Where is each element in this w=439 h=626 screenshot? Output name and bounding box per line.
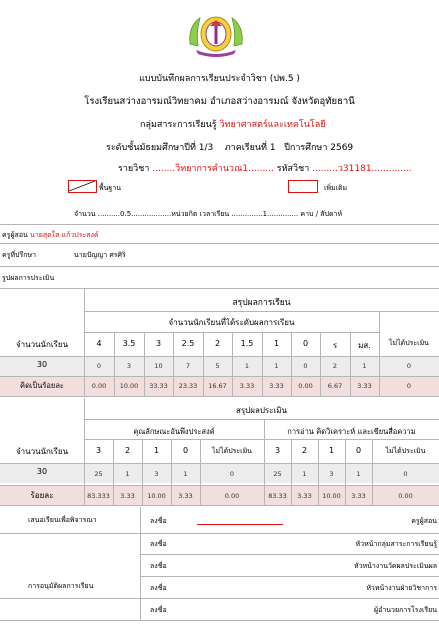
grade-header: 1 — [273, 339, 280, 348]
grid-line — [171, 439, 172, 505]
sign-label: ลงชื่อ — [150, 517, 167, 525]
trait-percent-cell: 3.33 — [120, 492, 135, 500]
approve-label: การอนุมัติผลการเรียน — [28, 582, 94, 590]
grade-percent-cell: 10.00 — [119, 382, 139, 390]
grade-percent-cell: 0.00 — [91, 382, 107, 390]
department-value: วิทยาศาสตร์และเทคโนโลยี — [219, 120, 326, 130]
grid-line — [318, 439, 319, 505]
grade-header: ร — [332, 341, 338, 350]
extra-checkbox[interactable] — [288, 180, 318, 193]
grade-count-cell: 0 — [406, 362, 412, 370]
grade-percent-cell: 23.33 — [178, 382, 198, 390]
code-label: รหัสวิชา — [276, 164, 310, 174]
reading-level-header: 1 — [328, 446, 335, 455]
grade-percent-cell: 33.33 — [149, 382, 168, 390]
reading-not-eval-header: ไม่ได้ประเมิน — [385, 447, 426, 455]
department-line — [140, 117, 326, 131]
signatory-role: ครูผู้สอน — [411, 517, 437, 525]
summary-label: รูปผลการประเมิน — [2, 274, 55, 282]
reading-level-header: 3 — [274, 446, 281, 455]
grade-count-cell: 3 — [126, 362, 132, 370]
grid-line — [144, 332, 145, 396]
grade-header: 4 — [96, 339, 102, 348]
grade-count-cell: 1 — [362, 362, 367, 370]
teacher-label: ครูผู้สอน — [2, 231, 28, 239]
grid-line — [345, 439, 346, 505]
grade-count-cell: 1 — [244, 362, 250, 370]
grid-line — [203, 332, 204, 396]
trait-level-header: 0 — [182, 446, 189, 455]
grade-percent-cell: 0.00 — [298, 382, 313, 390]
reading-count-cell: 1 — [356, 470, 361, 478]
subject-line — [118, 161, 412, 175]
grade-percent-cell: 6.67 — [327, 382, 343, 390]
grid-line — [200, 439, 201, 505]
subject-label: รายวิชา — [118, 164, 153, 174]
reading-count-cell: 25 — [273, 470, 282, 478]
grade-header: 2 — [214, 339, 221, 348]
grid-line — [320, 332, 321, 396]
grade-count-cell: 10 — [154, 362, 163, 370]
grid-line — [113, 439, 114, 505]
grade-header: 3 — [155, 339, 162, 348]
trait-percent-cell: 10.00 — [147, 492, 166, 500]
reading-level-header: 2 — [301, 446, 308, 455]
table1-count-label: 30 — [36, 360, 48, 369]
grade-count-cell: 0 — [96, 362, 102, 370]
level-line — [106, 140, 353, 154]
semester: ภาคเรียนที่ 1 — [224, 143, 276, 153]
table1-subtitle: จำนวนนักเรียนที่ได้ระดับผลการเรียน — [168, 318, 295, 327]
grid-line — [372, 439, 373, 505]
credit-line: จำนวน ..........0.5..................หน่วยกิต เวลาเรียน ..............1.............. คาบ / สัปดาห์ — [74, 210, 343, 218]
reading-percent-cell: 0.00 — [398, 492, 413, 500]
reading-percent-cell: 83.33 — [268, 492, 287, 500]
trait-level-header: 3 — [95, 446, 102, 455]
table2-row-head: จำนวนนักเรียน — [15, 447, 69, 456]
grid-line — [262, 332, 263, 396]
sign-label: ลงชื่อ — [150, 584, 167, 592]
grade-count-cell: 0 — [303, 362, 308, 370]
reading-percent-cell: 3.33 — [297, 492, 312, 500]
reading-count-cell: 0 — [403, 470, 408, 478]
table1-not-eval-head: ไม่ได้ประเมิน — [389, 339, 429, 347]
trait-level-header: 2 — [124, 446, 131, 455]
reading-level-header: 0 — [355, 446, 362, 455]
subject-value: ........วิทยาการคำนวณ1......... — [152, 164, 274, 174]
trait-count-cell: 25 — [94, 470, 103, 478]
teacher-name: นายสุดใส แก้วประสงค์ — [30, 231, 99, 239]
grade-percent-cell: 3.33 — [357, 382, 372, 390]
grade-header: มส. — [358, 341, 371, 350]
level: ระดับชั้นมัธยมศึกษาปีที่ 1/3 — [106, 143, 214, 153]
academic-year: ปีการศึกษา 2569 — [284, 143, 354, 153]
grid-line — [232, 332, 233, 396]
grade-count-cell: 5 — [215, 362, 220, 370]
table1-title: สรุปผลการเรียน — [232, 298, 291, 308]
grade-header: 0 — [302, 339, 309, 348]
reading-count-cell: 3 — [329, 470, 334, 478]
grade-percent-cell: 3.33 — [269, 382, 284, 390]
signatory-role: หัวหน้างานวัดผลประเมินผล — [353, 562, 437, 570]
form-title: แบบบันทึกผลการเรียนประจำวิชา (ปพ.5 ) — [139, 74, 300, 84]
signatory-role: ผู้อำนวยการโรงเรียน — [374, 606, 437, 614]
basic-label: พื้นฐาน — [99, 184, 121, 192]
grid-line — [114, 332, 115, 396]
sign-label: ลงชื่อ — [150, 606, 167, 614]
grade-percent-cell: 0 — [406, 382, 412, 390]
signatory-role: หัวหน้ากลุ่มสาระการเรียนรู้ — [355, 540, 437, 548]
table1-row-head: จำนวนนักเรียน — [15, 340, 69, 349]
teacher-line — [2, 230, 99, 241]
grade-header: 2.5 — [181, 339, 195, 348]
extra-label: เพิ่มเติม — [324, 184, 348, 192]
table2-title: สรุปผลประเมิน — [236, 406, 287, 415]
grade-count-cell: 7 — [185, 362, 191, 370]
trait-count-cell: 3 — [154, 470, 159, 478]
grade-header: 1.5 — [240, 339, 254, 348]
grid-line — [350, 332, 351, 396]
trait-count-cell: 1 — [125, 470, 130, 478]
table2-count-label: 30 — [36, 467, 48, 476]
table2-left-title: คุณลักษณะอันพึงประสงค์ — [133, 427, 215, 436]
grid-line — [291, 332, 292, 396]
trait-percent-cell: 0.00 — [224, 492, 240, 500]
sign-label: ลงชื่อ — [150, 562, 167, 570]
grid-line — [291, 439, 292, 505]
grade-count-cell: 2 — [332, 362, 338, 370]
slash-mark-icon — [69, 181, 95, 191]
reading-percent-cell: 10.00 — [322, 492, 341, 500]
sign-label: ลงชื่อ — [150, 540, 167, 548]
grid-line — [142, 439, 143, 505]
grade-count-cell: 1 — [274, 362, 279, 370]
advisor-label: ครูที่ปรึกษา — [2, 251, 37, 259]
table2-right-title: การอ่าน คิดวิเคราะห์ และเขียนสื่อความ — [287, 427, 416, 436]
grade-percent-cell: 3.33 — [239, 382, 255, 390]
table1-percent-label: คิดเป็นร้อยละ — [20, 381, 64, 390]
grade-percent-cell: 16.67 — [208, 382, 227, 390]
reading-count-cell: 1 — [302, 470, 307, 478]
trait-percent-cell: 83.333 — [87, 492, 110, 500]
trait-count-cell: 1 — [183, 470, 188, 478]
grade-header: 3.5 — [122, 339, 136, 348]
basic-checkbox[interactable] — [68, 180, 97, 193]
reading-percent-cell: 3.33 — [351, 492, 366, 500]
school-emblem-icon — [186, 12, 246, 58]
table2-percent-label: ร้อยละ — [30, 491, 54, 500]
trait-percent-cell: 3.33 — [178, 492, 193, 500]
trait-count-cell: 0 — [229, 470, 235, 478]
propose-label: เสนอเรียนเพื่อพิจารณา — [28, 516, 97, 524]
code-value: .........ว31181.............. — [312, 164, 412, 174]
advisor-name: นายปัญญา ศรศิริ — [74, 251, 126, 259]
trait-level-header: 1 — [153, 446, 160, 455]
department-label: กลุ่มสาระการเรียนรู้ — [140, 120, 217, 130]
signatory-role: หัวหน้างานฝ่ายวิชาการ — [366, 584, 437, 592]
grid-line — [173, 332, 174, 396]
trait-not-eval-header: ไม่ได้ประเมิน — [212, 447, 252, 455]
school-name: โรงเรียนสว่างอารมณ์วิทยาคม อำเภอสว่างอารมณ์ จังหวัดอุทัยธานี — [84, 96, 355, 107]
